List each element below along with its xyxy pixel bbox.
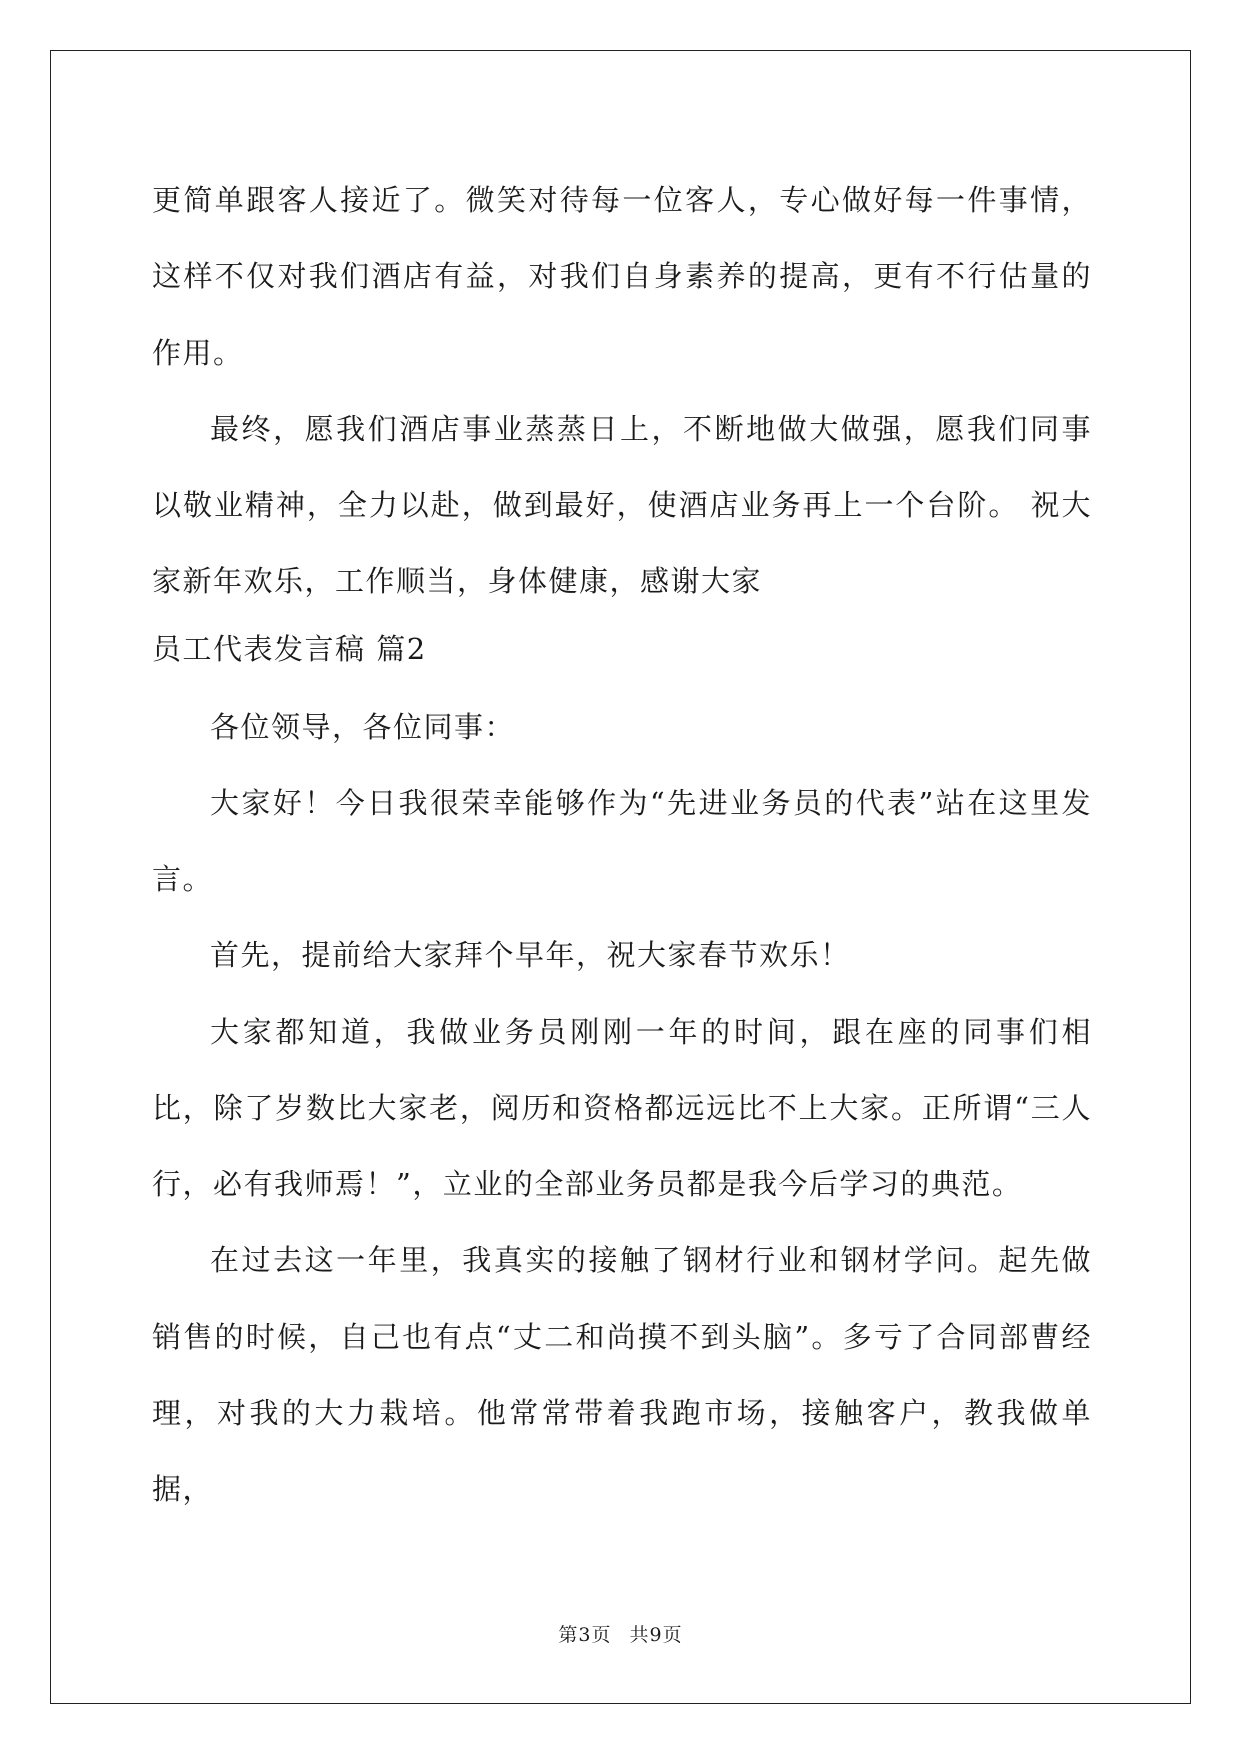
page-number: 第3页 — [558, 1624, 612, 1646]
page-total: 共9页 — [629, 1624, 683, 1646]
paragraph: 大家都知道，我做业务员刚刚一年的时间，跟在座的同事们相比，除了岁数比大家老，阅历和资格都远远比不上大家。正所谓“三人行，必有我师焉！”，立业的全部业务员都是我今后学习的典范。 — [152, 1014, 1092, 1202]
page-footer — [0, 1620, 1241, 1647]
document-body — [152, 162, 1092, 1528]
paragraph: 更简单跟客人接近了。微笑对待每一位客人，专心做好每一件事情，这样不仅对我们酒店有益，对我们自身素养的提高，更有不行估量的作用。 — [152, 183, 1092, 370]
salutation: 各位领导，各位同事： — [210, 709, 516, 744]
section-title: 员工代表发言稿 篇2 — [152, 631, 427, 666]
paragraph: 最终，愿我们酒店事业蒸蒸日上，不断地做大做强，愿我们同事以敬业精神，全力以赴，做到最好，使酒店业务再上一个台阶。 祝大家新年欢乐，工作顺当，身体健康，感谢大家 — [152, 411, 1092, 599]
paragraph: 在过去这一年里，我真实的接触了钢材行业和钢材学问。起先做销售的时候，自己也有点“丈二和尚摸不到头脑”。多亏了合同部曹经理，对我的大力栽培。他常常带着我跑市场，接触客户，教我做单据， — [152, 1243, 1092, 1507]
paragraph: 大家好！今日我很荣幸能够作为“先进业务员的代表”站在这里发言。 — [152, 785, 1092, 897]
paragraph: 首先，提前给大家拜个早年，祝大家春节欢乐！ — [210, 938, 851, 973]
